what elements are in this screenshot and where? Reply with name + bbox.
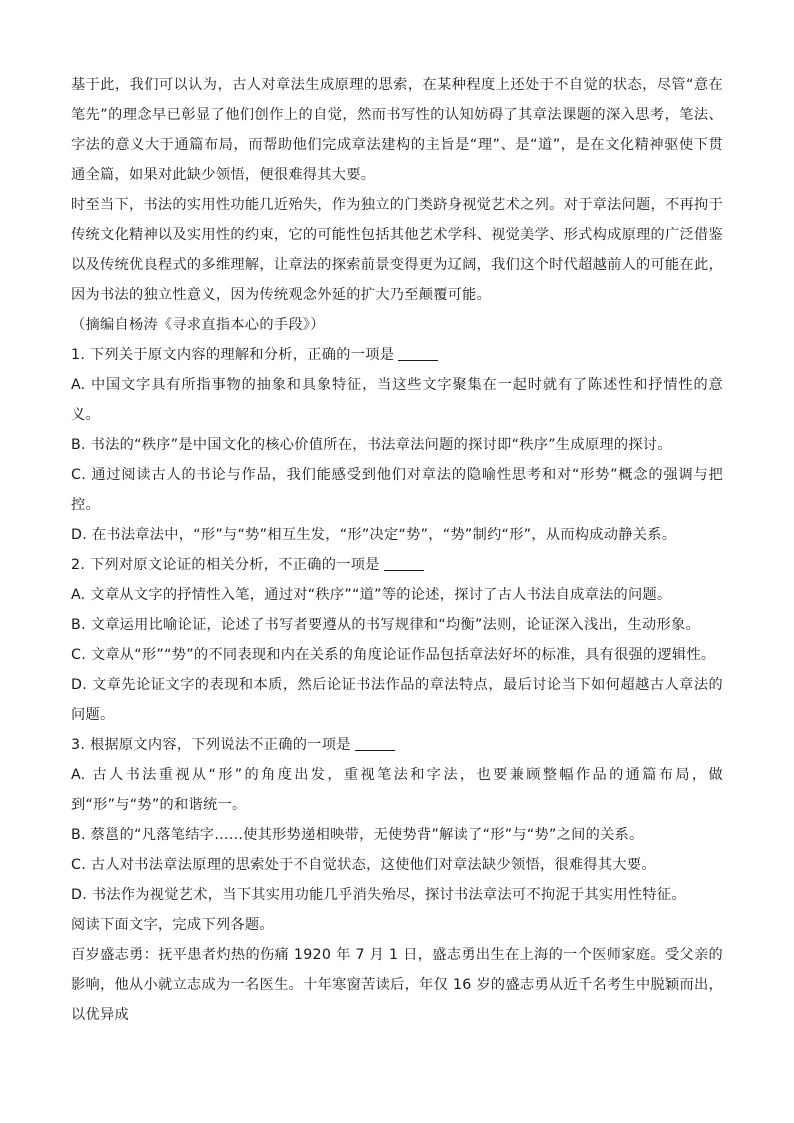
question-stem-text: 3. 根据原文内容，下列说法不正确的一项是 — [71, 737, 351, 753]
question-stem — [71, 340, 723, 370]
question-stem-text: 1. 下列关于原文内容的理解和分析，正确的一项是 — [71, 347, 395, 363]
question-option: B. 文章运用比喻论证，论述了书写者要遵从的书写规律和“均衡”法则，论证深入浅出，生动形象。 — [71, 617, 700, 633]
question-option: B. 书法的“秩序”是中国文化的核心价值所在，书法章法问题的探讨即“秩序”生成原理的探讨。 — [71, 437, 672, 453]
question-option: D. 书法作为视觉艺术，当下其实用功能几乎消失殆尽，探讨书法章法可不拘泥于其实用性特征。 — [71, 887, 686, 903]
question-option: A. 古人书法重视从“形”的角度出发，重视笔法和字法，也要兼顾整幅作品的通篇布局，做到“形”与“势”的和谐统一。 — [71, 767, 723, 813]
question-stem — [71, 730, 723, 760]
passage-paragraph: 基于此，我们可以认为，古人对章法生成原理的思索，在某种程度上还处于不自觉的状态，尽管“意在笔先”的理念早已彰显了他们创作上的自觉，然而书写性的认知妨碍了其章法课题的深入思考，笔法、字法的意义大于通篇布局，而帮助他们完成章法建构的主旨是“理”、是“道”，是在文化精神驱使下贯通全篇，如果对此缺少领悟，便很难得其大要。 — [71, 77, 723, 183]
passage-source: （摘编自杨涛《寻求直指本心的手段》） — [71, 317, 325, 333]
answer-blank — [398, 342, 438, 361]
question-option: A. 文章从文字的抒情性入笔，通过对“秩序”“道”等的论述，探讨了古人书法自成章法的问题。 — [71, 587, 672, 603]
passage-paragraph: 时至当下，书法的实用性功能几近殆失，作为独立的门类跻身视觉艺术之列。对于章法问题，不再拘于传统文化精神以及实用性的约束，它的可能性包括其他艺术学科、视觉美学、形式构成原理的广泛借鉴以及传统优良程式的多维理解，让章法的探索前景变得更为辽阔，我们这个时代超越前人的可能在此，因为书法的独立性意义，因为传统观念外延的扩大乃至颠覆可能。 — [71, 197, 723, 303]
passage-paragraph: 百岁盛志勇：抚平患者灼热的伤痛 1920 年 7 月 1 日，盛志勇出生在上海的一个医师家庭。受父亲的影响，他从小就立志成为一名医生。十年寒窗苦读后，年仅 16 岁的盛志勇从近千名考生中脱颖而出，以优异成 — [71, 947, 723, 1023]
question-option: B. 蔡邕的“凡落笔结字……使其形势递相映带，无使势背”解读了“形”与“势”之间的关系。 — [71, 827, 644, 843]
section-instruction: 阅读下面文字，完成下列各题。 — [71, 917, 274, 933]
question-option: C. 古人对书法章法原理的思索处于不自觉状态，这使他们对章法缺少领悟，很难得其大要。 — [71, 857, 656, 873]
answer-blank — [384, 552, 424, 571]
document-page — [71, 70, 723, 1030]
question-option: A. 中国文字具有所指事物的抽象和具象特征，当这些文字聚集在一起时就有了陈述性和抒情性的意义。 — [71, 377, 723, 423]
answer-blank — [355, 732, 395, 751]
question-option: C. 通过阅读古人的书论与作品，我们能感受到他们对章法的隐喻性思考和对“形势”概念的强调与把控。 — [71, 467, 723, 513]
question-option: C. 文章从“形”“势”的不同表现和内在关系的角度论证作品包括章法好坏的标准，具有很强的逻辑性。 — [71, 647, 716, 663]
question-stem-text: 2. 下列对原文论证的相关分析，不正确的一项是 — [71, 557, 380, 573]
question-stem — [71, 550, 723, 580]
question-option: D. 文章先论证文字的表现和本质，然后论证书法作品的章法特点，最后讨论当下如何超越古人章法的问题。 — [71, 677, 723, 723]
question-option: D. 在书法章法中，“形”与“势”相互生发，“形”决定“势”，“势”制约“形”，从而构成动静关系。 — [71, 527, 677, 543]
